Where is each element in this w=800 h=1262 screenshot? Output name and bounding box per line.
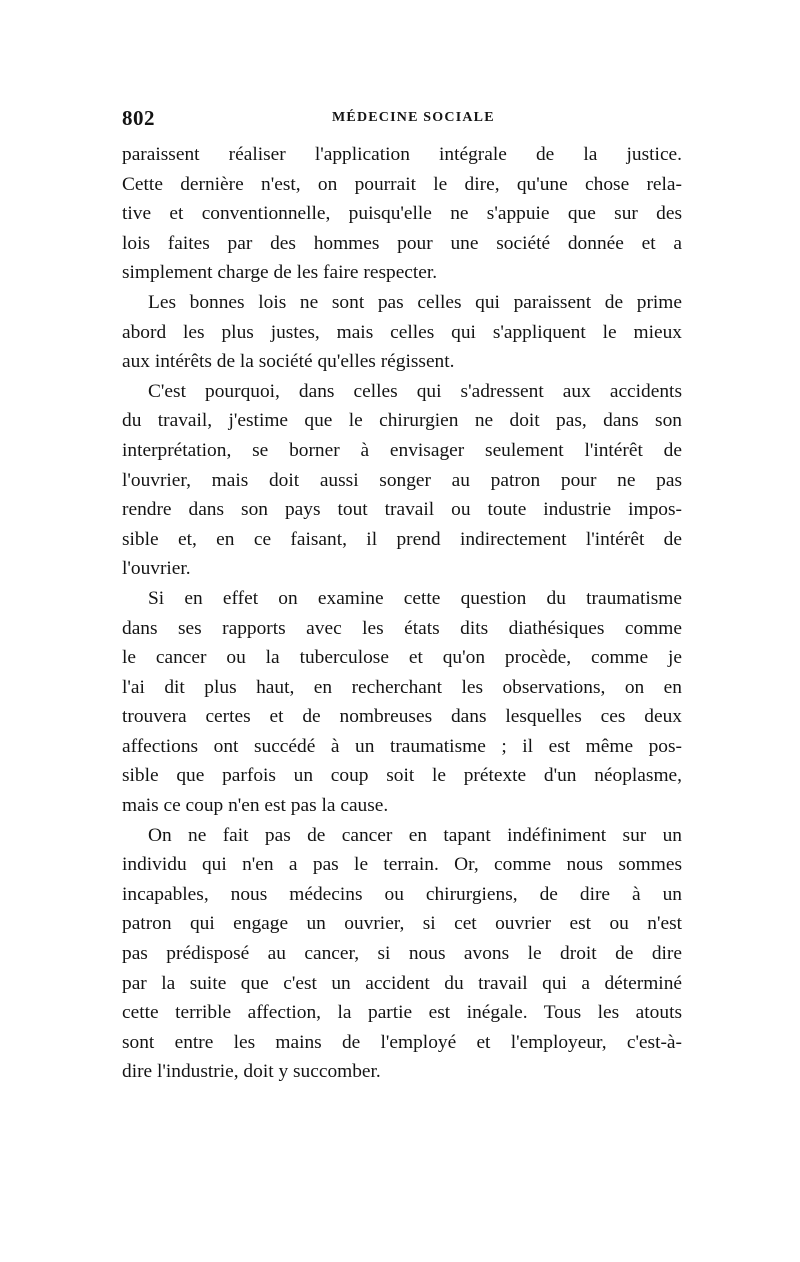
paragraph (122, 584, 682, 821)
running-title: MÉDECINE SOCIALE (332, 110, 495, 125)
running-head (122, 102, 682, 132)
text-line: patron qui engage un ouvrier, si cet ouvrier est ou n'est (122, 913, 682, 935)
paragraph (122, 140, 682, 288)
text-line: cette terrible affection, la partie est inégale. Tous les atouts (122, 1002, 682, 1024)
body-text (122, 140, 682, 1087)
page-number: 802 (122, 106, 155, 130)
text-line: incapables, nous médecins ou chirurgiens, de dire à un (122, 883, 682, 905)
text-line: du travail, j'estime que le chirurgien ne doit pas, dans son (122, 410, 682, 432)
text-line: lois faites par des hommes pour une société donnée et a (122, 232, 682, 254)
text-line: Les bonnes lois ne sont pas celles qui paraissent de prime (148, 291, 682, 313)
text-line: sible et, en ce faisant, il prend indirectement l'intérêt de (122, 528, 682, 550)
text-line: trouvera certes et de nombreuses dans lesquelles ces deux (122, 706, 682, 728)
text-line: Cette dernière n'est, on pourrait le dire, qu'une chose rela- (122, 173, 682, 195)
text-line: simplement charge de les faire respecter. (122, 262, 438, 284)
text-line: sible que parfois un coup soit le prétexte d'un néoplasme, (122, 765, 682, 787)
text-line: On ne fait pas de cancer en tapant indéfiniment sur un (148, 824, 682, 846)
paragraph (122, 821, 682, 1087)
text-line: individu qui n'en a pas le terrain. Or, comme nous sommes (122, 854, 682, 876)
text-line: rendre dans son pays tout travail ou toute industrie impos- (122, 499, 682, 521)
text-line: pas prédisposé au cancer, si nous avons le droit de dire (122, 943, 682, 965)
text-line: le cancer ou la tuberculose et qu'on procède, comme je (122, 647, 682, 669)
text-line: tive et conventionnelle, puisqu'elle ne s'appuie que sur des (122, 203, 682, 225)
text-line: paraissent réaliser l'application intégrale de la justice. (122, 144, 682, 165)
paragraph (122, 288, 682, 377)
text-line: dans ses rapports avec les états dits diathésiques comme (122, 617, 682, 639)
paragraph (122, 377, 682, 584)
text-line: aux intérêts de la société qu'elles régissent. (122, 351, 455, 373)
text-line: l'ai dit plus haut, en recherchant les observations, on en (122, 676, 682, 698)
text-line: par la suite que c'est un accident du travail qui a déterminé (122, 972, 682, 994)
text-line: interprétation, se borner à envisager seulement l'intérêt de (122, 439, 682, 461)
text-line: l'ouvrier, mais doit aussi songer au patron pour ne pas (122, 469, 682, 491)
text-line: abord les plus justes, mais celles qui s'appliquent le mieux (122, 321, 682, 343)
text-line: affections ont succédé à un traumatisme ; il est même pos- (122, 735, 682, 757)
text-line: sont entre les mains de l'employé et l'employeur, c'est-à- (122, 1031, 682, 1053)
text-line: l'ouvrier. (122, 558, 191, 580)
text-line: Si en effet on examine cette question du traumatisme (148, 587, 682, 609)
text-line: C'est pourquoi, dans celles qui s'adressent aux accidents (148, 380, 682, 402)
text-line: dire l'industrie, doit y succomber. (122, 1061, 381, 1083)
text-line: mais ce coup n'en est pas la cause. (122, 795, 389, 817)
